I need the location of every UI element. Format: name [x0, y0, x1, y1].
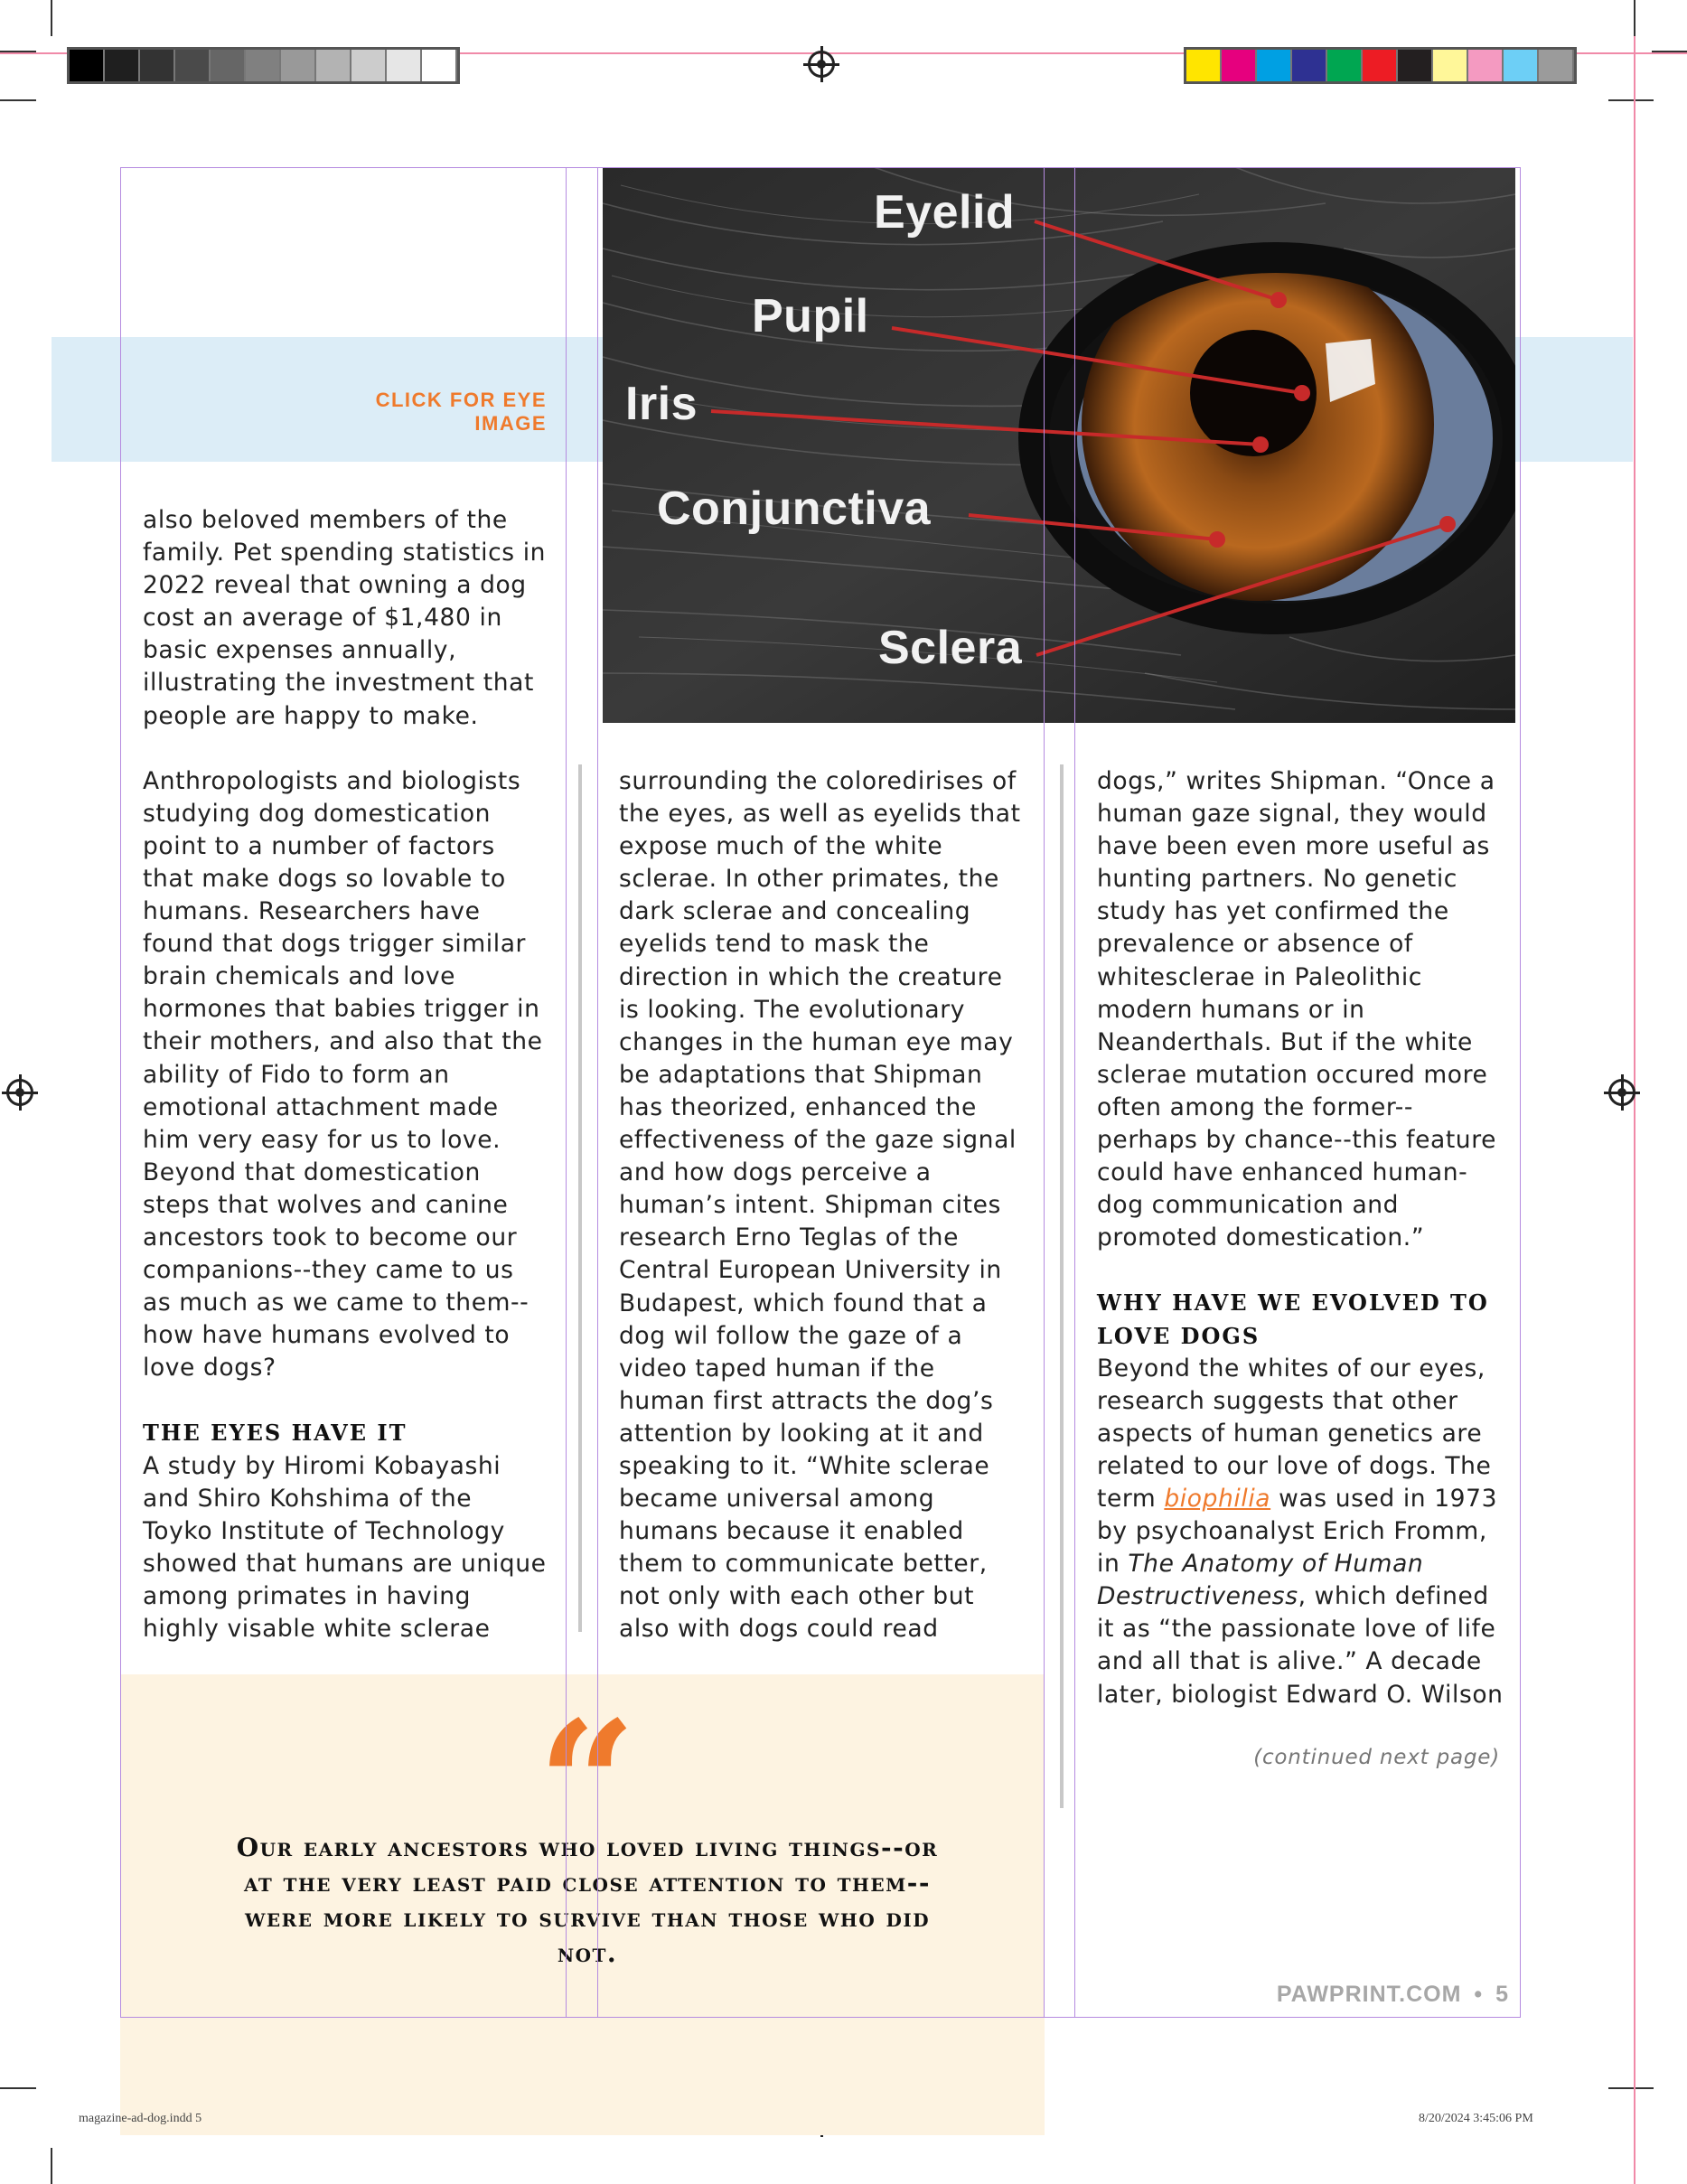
color-swatch — [1539, 50, 1574, 81]
crop-mark — [0, 99, 36, 101]
section-subhead: WHY HAVE WE EVOLVED TO LOVE DOGS — [1097, 1289, 1489, 1349]
slug-timestamp: 8/20/2024 3:45:06 PM — [1419, 2112, 1533, 2125]
paragraph: dogs,” writes Shipman. “Once a human gaze signal, they would have been even more useful as hunting partners. No genetic study has yet confirmed the prevalence or absence of whitesclerae in Paleolithic modern humans or in Neanderthals. But if the white sclerae mutation occured more often among the former--perhaps by chance--this feature could have enhanced human-dog communication and promoted domestication.” — [1097, 767, 1497, 1252]
color-swatch — [422, 50, 457, 81]
crop-mark — [1608, 99, 1654, 101]
bleed-line — [1634, 36, 1635, 2184]
paragraph: surrounding the coloredirises of the eyes, as well as eyelids that expose much of the white sclerae. In other primates, the dark sclerae and concealing eyelids tend to mask the direction in which the creature is looking. The evolutionary changes in the human eye may be adaptations that Shipman has theorized, enhanced the effectiveness of the gaze signal and how dogs perceive a human’s intent. Shipman cites research Erno Teglas of the Central European University in Budapest, which found that a dog wil follow the gaze of a video taped human if the human first attracts the dog’s attention by looking at it and speaking to it. “White sclerae became universal among humans because it enabled them to communicate better, not only with each other but also with dogs could read — [619, 767, 1021, 1644]
label-eyelid: Eyelid — [874, 186, 1016, 239]
biophilia-link[interactable]: biophilia — [1164, 1484, 1271, 1513]
text-run: , which defined it as “the passionate love of life and all that is alive.” A decade later, biologist Edward O. Wilson — [1097, 1582, 1504, 1709]
color-swatch — [1468, 50, 1504, 81]
color-swatch — [1398, 50, 1433, 81]
folio-separator: • — [1474, 1982, 1484, 2007]
color-swatch — [1433, 50, 1468, 81]
registration-mark-icon — [808, 51, 835, 78]
margin-guide — [120, 167, 1521, 2018]
paragraph: A study by Hiromi Kobayashi and Shiro Kohshima of the Toyko Institute of Technology showed that humans are unique among primates in having highly visable white sclerae — [143, 1451, 547, 1643]
gray-color-bar — [67, 47, 460, 84]
label-sclera: Sclera — [878, 622, 1023, 674]
color-swatch — [1504, 50, 1539, 81]
label-conjunctiva: Conjunctiva — [657, 483, 932, 535]
eye-image-link[interactable]: CLICK FOR EYE IMAGE — [375, 389, 547, 435]
continued-note: (continued next page) — [1253, 1746, 1500, 1769]
color-swatch — [1257, 50, 1292, 81]
color-swatch — [211, 50, 246, 81]
process-color-bar — [1184, 47, 1577, 84]
crop-mark — [51, 0, 52, 36]
color-swatch — [1186, 50, 1222, 81]
book-title: The Anatomy of Human Destructiveness — [1097, 1550, 1424, 1611]
color-swatch — [281, 50, 316, 81]
site-name: PAWPRINT.COM — [1276, 1982, 1462, 2007]
section-subhead: THE EYES HAVE IT — [143, 1420, 408, 1447]
color-swatch — [140, 50, 175, 81]
crop-mark — [0, 2087, 36, 2089]
column-guide — [1044, 167, 1045, 2018]
color-swatch — [387, 50, 422, 81]
registration-mark-icon — [1608, 1079, 1635, 1106]
text-run: Beyond the whites of our eyes, research suggests that other aspects of human genetics are related to our love of dogs. The term — [1097, 1354, 1492, 1513]
column-guide — [1074, 167, 1075, 2018]
color-swatch — [1292, 50, 1327, 81]
registration-mark-icon — [6, 1079, 33, 1106]
color-swatch — [175, 50, 211, 81]
paragraph: also beloved members of the family. Pet spending statistics in 2022 reveal that owning a dog cost an average of $1,480 in basic expenses annually, illustrating the investment that people are happy to make. — [143, 506, 547, 730]
slug-filename: magazine-ad-dog.indd 5 — [79, 2112, 202, 2125]
label-iris: Iris — [625, 378, 698, 430]
crop-mark — [51, 2148, 52, 2184]
color-swatch — [1363, 50, 1398, 81]
label-pupil: Pupil — [752, 290, 869, 342]
crop-mark — [1608, 2087, 1654, 2089]
color-swatch — [70, 50, 105, 81]
color-swatch — [246, 50, 281, 81]
color-swatch — [1222, 50, 1257, 81]
column-guide — [566, 167, 567, 2018]
crop-mark — [1634, 0, 1635, 36]
page-number: 5 — [1495, 1982, 1509, 2007]
column-guide — [597, 167, 598, 2018]
paragraph: Anthropologists and biologists studying dog domestication point to a number of factors that make dogs so lovable to humans. Researchers have found that dogs trigger similar brain chemicals and love hormones that babies trigger in their mothers, and also that the ability of Fido to form an emotional attachment made him very easy for us to love. Beyond that domestication steps that wolves and canine ancestors took to become our companions--they came to us as much as we came to them--how have humans evolved to love dogs? — [143, 766, 543, 1383]
pull-quote: Our early ancestors who loved living things--or at the very least paid close attention to them--were more likely to survive than those who did not. — [236, 1832, 939, 1968]
color-swatch — [105, 50, 140, 81]
color-swatch — [1327, 50, 1363, 81]
color-swatch — [351, 50, 387, 81]
text-run: was used in 1973 by psychoanalyst Erich Fromm, in — [1097, 1484, 1498, 1579]
quote-mark-icon: “ — [538, 1683, 637, 1885]
color-swatch — [316, 50, 351, 81]
